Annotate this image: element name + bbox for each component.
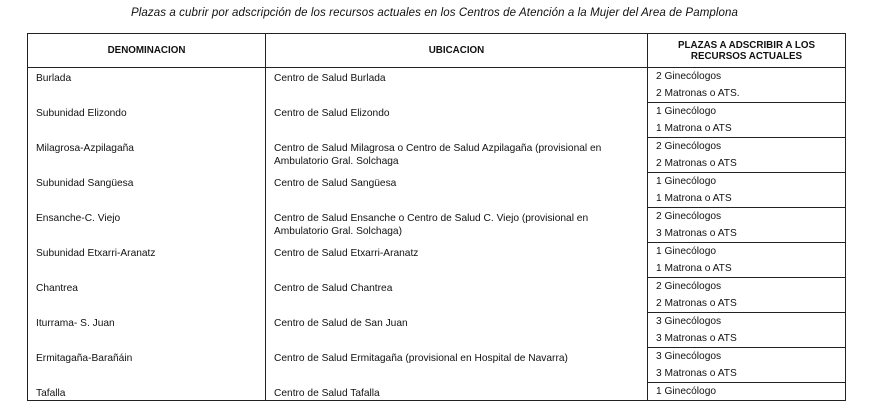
cell-ubicacion — [266, 103, 648, 138]
cell-ubicacion — [266, 243, 648, 278]
plaza-text: 3 Matronas o ATS — [656, 228, 737, 239]
cell-plaza — [648, 68, 846, 86]
table-row — [28, 243, 846, 261]
ubicacion-text: Centro de Salud de San Juan — [274, 317, 408, 329]
cell-plaza — [648, 383, 846, 401]
denominacion-text: Subunidad Elizondo — [36, 107, 127, 119]
table-header-row — [28, 34, 846, 68]
cell-plaza — [648, 243, 846, 261]
cell-plaza — [648, 260, 846, 278]
cell-plaza — [648, 278, 846, 296]
cell-denominacion — [28, 173, 266, 208]
denominacion-text: Ermitagaña-Barañáin — [36, 352, 133, 364]
table-row — [28, 208, 846, 226]
table-row — [28, 173, 846, 191]
table-row — [28, 68, 846, 86]
cell-plaza — [648, 330, 846, 348]
ubicacion-text: Centro de Salud Ensanche o Centro de Salud C. Viejo (provisional en Ambulatorio Gral. Solchaga) — [274, 212, 589, 237]
cell-ubicacion — [266, 173, 648, 208]
denominacion-text: Burlada — [36, 73, 72, 84]
cell-plaza — [648, 103, 846, 121]
cell-denominacion — [28, 278, 266, 313]
cell-plaza — [648, 208, 846, 226]
plaza-text: 2 Matronas o ATS — [656, 298, 737, 309]
cell-ubicacion — [266, 68, 648, 103]
ubicacion-text: Centro de Salud Milagrosa o Centro de Salud Azpilagaña (provisional en Ambulatorio Gral. Solchaga — [274, 142, 602, 167]
plaza-text: 3 Matronas o ATS — [656, 333, 737, 344]
cell-denominacion — [28, 313, 266, 348]
denominacion-text: Subunidad Sangüesa — [36, 177, 134, 189]
header-denominacion: DENOMINACION — [28, 34, 266, 68]
denominacion-text: Chantrea — [36, 282, 78, 294]
cell-plaza — [648, 295, 846, 313]
cell-denominacion — [28, 138, 266, 173]
table-body — [28, 68, 846, 401]
header-plazas: PLAZAS A ADSCRIBIR A LOS RECURSOS ACTUALES — [648, 34, 846, 68]
cell-ubicacion — [266, 138, 648, 173]
denominacion-text: Ensanche-C. Viejo — [36, 212, 121, 224]
cell-denominacion — [28, 348, 266, 383]
plaza-text: 1 Ginecólogo — [656, 246, 717, 257]
plaza-text: 2 Ginecólogos — [656, 71, 722, 82]
plaza-text: 3 Matronas o ATS — [656, 368, 737, 379]
plaza-text: 3 Ginecólogos — [656, 316, 722, 327]
cell-plaza — [648, 173, 846, 191]
cell-plaza — [648, 313, 846, 331]
cell-denominacion — [28, 103, 266, 138]
cell-ubicacion — [266, 313, 648, 348]
cell-plaza — [648, 190, 846, 208]
plaza-text: 3 Ginecólogos — [656, 351, 722, 362]
ubicacion-text: Centro de Salud Etxarri-Aranatz — [274, 247, 419, 259]
cell-denominacion — [28, 68, 266, 103]
cell-ubicacion — [266, 278, 648, 313]
table-row — [28, 138, 846, 156]
cell-plaza — [648, 138, 846, 156]
cell-denominacion — [28, 243, 266, 278]
denominacion-text: Tafalla — [36, 387, 66, 399]
denominacion-text: Subunidad Etxarri-Aranatz — [36, 247, 156, 259]
table-row — [28, 313, 846, 331]
header-ubicacion: UBICACION — [266, 34, 648, 68]
plaza-text: 2 Ginecólogos — [656, 211, 722, 222]
ubicacion-text: Centro de Salud Tafalla — [274, 387, 380, 399]
ubicacion-text: Centro de Salud Sangüesa — [274, 177, 397, 189]
cell-plaza — [648, 120, 846, 138]
ubicacion-text: Centro de Salud Burlada — [274, 73, 386, 84]
plaza-text: 2 Ginecólogos — [656, 141, 722, 152]
cell-plaza — [648, 225, 846, 243]
plaza-text: 1 Matrona o ATS — [656, 193, 732, 204]
ubicacion-text: Centro de Salud Ermitagaña (provisional en Hospital de Navarra) — [274, 352, 568, 364]
table-row — [28, 348, 846, 366]
document-title: Plazas a cubrir por adscripción de los recursos actuales en los Centros de Atención a la Mujer del Area de Pamplona — [130, 7, 739, 19]
cell-plaza — [648, 348, 846, 366]
denominacion-text: Milagrosa-Azpilagaña — [36, 142, 134, 154]
cell-ubicacion — [266, 208, 648, 243]
table-row — [28, 383, 846, 401]
plaza-text: 1 Ginecólogo — [656, 176, 717, 187]
table-row — [28, 103, 846, 121]
plaza-text: 1 Ginecólogo — [656, 106, 717, 117]
cell-denominacion — [28, 383, 266, 401]
ubicacion-text: Centro de Salud Chantrea — [274, 282, 393, 294]
plaza-text: 1 Ginecólogo — [656, 386, 717, 397]
plazas-table — [27, 33, 846, 401]
cell-plaza — [648, 155, 846, 173]
cell-ubicacion — [266, 383, 648, 401]
ubicacion-text: Centro de Salud Elizondo — [274, 107, 390, 119]
table-row — [28, 278, 846, 296]
cell-ubicacion — [266, 348, 648, 383]
plaza-text: 2 Matronas o ATS — [656, 158, 737, 169]
plaza-text: 1 Matrona o ATS — [656, 123, 732, 134]
cell-denominacion — [28, 208, 266, 243]
plaza-text: 2 Matronas o ATS. — [656, 88, 740, 99]
denominacion-text: Iturrama- S. Juan — [36, 317, 115, 329]
cell-plaza — [648, 85, 846, 103]
plaza-text: 1 Matrona o ATS — [656, 263, 732, 274]
cell-plaza — [648, 365, 846, 383]
plaza-text: 2 Ginecólogos — [656, 281, 722, 292]
